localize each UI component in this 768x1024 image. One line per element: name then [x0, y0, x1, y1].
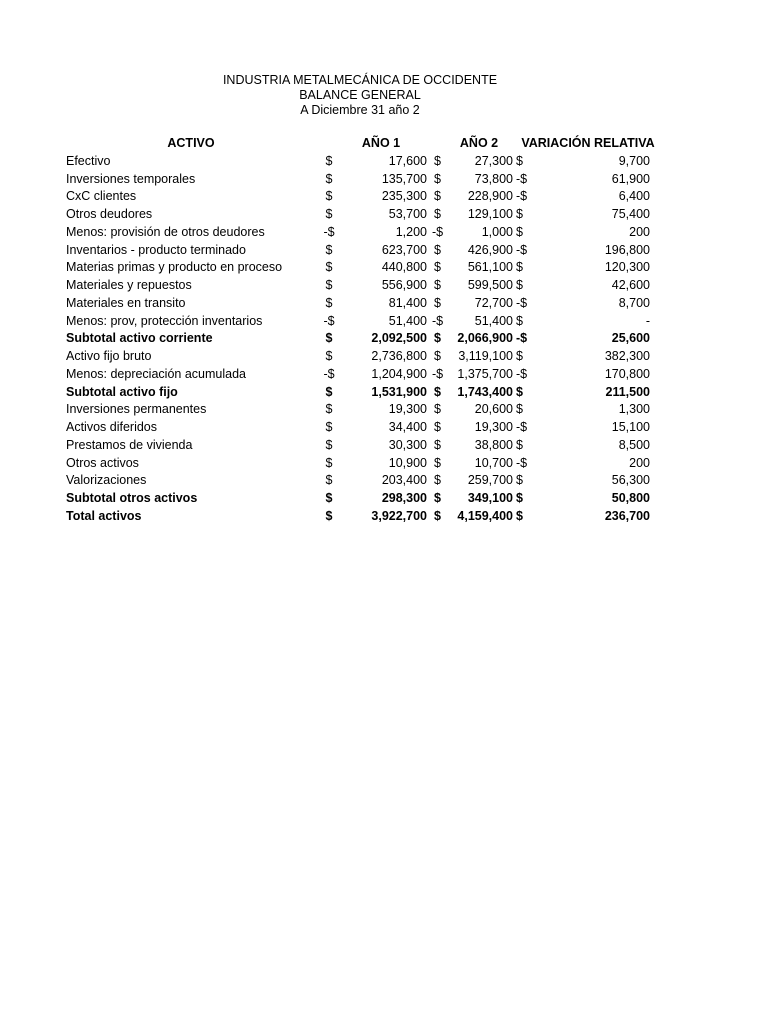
value-ano-2: 20,600 [474, 402, 513, 417]
currency-sign-variacion: -$ [516, 420, 528, 434]
table-row [66, 472, 666, 490]
currency-sign-ano-2: -$ [431, 224, 444, 239]
value-variacion: 200 [629, 224, 650, 239]
value-variacion: 75,400 [611, 207, 650, 221]
column-header-activo: ACTIVO [167, 136, 215, 150]
value-ano-2: 51,400 [474, 313, 513, 328]
table-row [66, 348, 666, 366]
currency-sign-variacion: -$ [516, 242, 528, 257]
currency-sign-variacion: $ [516, 384, 523, 399]
table-row [66, 242, 666, 260]
currency-sign-variacion: $ [516, 402, 523, 417]
currency-sign-ano-2: $ [434, 189, 441, 204]
table-row [66, 153, 666, 171]
row-label: Otros activos [66, 455, 139, 470]
value-variacion: 8,700 [618, 295, 650, 310]
currency-sign-ano-2: $ [434, 331, 441, 346]
value-ano-2: 599,500 [467, 278, 513, 292]
row-label: Activos diferidos [66, 420, 158, 434]
currency-sign-ano-1: $ [325, 153, 333, 168]
table-row [66, 313, 666, 331]
currency-sign-ano-2: $ [434, 349, 441, 363]
value-variacion: 120,300 [604, 260, 650, 275]
value-ano-1: 135,700 [381, 171, 427, 186]
currency-sign-variacion: -$ [516, 295, 528, 310]
row-label: Total activos [66, 508, 142, 523]
currency-sign-variacion: $ [516, 224, 523, 239]
table-row [66, 490, 666, 508]
table-row [66, 455, 666, 473]
currency-sign-variacion: -$ [516, 366, 528, 381]
report-header [0, 73, 720, 118]
currency-sign-variacion: $ [516, 260, 523, 275]
value-ano-2: 10,700 [474, 455, 513, 470]
currency-sign-variacion: $ [516, 473, 523, 488]
value-variacion: 382,300 [604, 349, 650, 363]
currency-sign-ano-1: $ [325, 171, 333, 186]
currency-sign-variacion: -$ [516, 189, 528, 204]
currency-sign-variacion: $ [516, 207, 523, 221]
row-label: Menos: depreciación acumulada [66, 366, 246, 381]
currency-sign-variacion: -$ [516, 171, 528, 186]
row-label: Inversiones permanentes [66, 402, 207, 417]
row-label: Valorizaciones [66, 473, 147, 488]
value-variacion: 196,800 [604, 242, 650, 257]
value-ano-1: 556,900 [381, 278, 427, 292]
currency-sign-ano-1: $ [325, 508, 333, 523]
table-row [66, 259, 666, 277]
table-row [66, 295, 666, 313]
currency-sign-variacion: $ [516, 491, 523, 505]
column-header-ano-1: AÑO 1 [361, 136, 401, 150]
value-ano-1: 10,900 [388, 455, 427, 470]
table-row [66, 366, 666, 384]
value-ano-1: 298,300 [381, 491, 427, 505]
currency-sign-ano-1: $ [325, 420, 333, 434]
value-ano-2: 38,800 [474, 437, 513, 452]
value-variacion: 1,300 [618, 402, 650, 417]
value-ano-1: 623,700 [381, 242, 427, 257]
value-variacion: 25,600 [611, 331, 650, 346]
value-variacion: 15,100 [611, 420, 650, 434]
currency-sign-ano-1: -$ [323, 313, 335, 328]
currency-sign-ano-1: $ [325, 331, 333, 346]
row-label: Materiales en transito [66, 295, 186, 310]
currency-sign-ano-1: $ [325, 295, 333, 310]
value-ano-2: 1,743,400 [457, 384, 513, 399]
value-ano-1: 1,204,900 [371, 366, 427, 381]
row-label: Subtotal activo corriente [66, 331, 213, 346]
currency-sign-variacion: $ [516, 278, 523, 292]
value-variacion: 6,400 [618, 189, 650, 204]
value-ano-2: 19,300 [474, 420, 513, 434]
value-ano-2: 561,100 [467, 260, 513, 275]
currency-sign-ano-1: $ [325, 242, 333, 257]
row-label: Inversiones temporales [66, 171, 196, 186]
row-label: Otros deudores [66, 207, 153, 221]
value-variacion: 200 [629, 455, 650, 470]
currency-sign-ano-1: $ [325, 473, 333, 488]
table-row [66, 437, 666, 455]
row-label: Menos: prov, protección inventarios [66, 313, 263, 328]
currency-sign-ano-2: $ [434, 153, 441, 168]
value-variacion: 42,600 [611, 278, 650, 292]
table-row [66, 224, 666, 242]
value-ano-1: 203,400 [381, 473, 427, 488]
currency-sign-ano-2: $ [434, 171, 441, 186]
value-variacion: 236,700 [604, 508, 650, 523]
value-ano-1: 1,531,900 [371, 384, 427, 399]
row-label: Materias primas y producto en proceso [66, 260, 283, 275]
row-label: Activo fijo bruto [66, 349, 152, 363]
currency-sign-ano-2: -$ [431, 366, 444, 381]
currency-sign-ano-2: -$ [431, 313, 444, 328]
column-header-row [66, 135, 666, 153]
value-ano-2: 27,300 [474, 153, 513, 168]
value-ano-1: 51,400 [388, 313, 427, 328]
statement-title: BALANCE GENERAL [299, 88, 421, 102]
value-ano-2: 349,100 [467, 491, 513, 505]
value-ano-2: 2,066,900 [457, 331, 513, 346]
value-variacion: 9,700 [618, 153, 650, 168]
value-variacion: 8,500 [618, 437, 650, 452]
table-row [66, 384, 666, 402]
currency-sign-ano-2: $ [434, 207, 441, 221]
value-ano-1: 2,736,800 [371, 349, 427, 363]
value-ano-2: 4,159,400 [457, 508, 513, 523]
currency-sign-ano-1: $ [325, 491, 333, 505]
table-row [66, 277, 666, 295]
table-row [66, 330, 666, 348]
value-ano-2: 72,700 [474, 295, 513, 310]
currency-sign-ano-1: $ [325, 384, 333, 399]
currency-sign-variacion: $ [516, 153, 523, 168]
row-label: Materiales y repuestos [66, 278, 192, 292]
value-variacion: 170,800 [604, 366, 650, 381]
currency-sign-variacion: -$ [516, 455, 528, 470]
value-ano-1: 53,700 [388, 207, 427, 221]
value-ano-2: 73,800 [474, 171, 513, 186]
value-variacion: 211,500 [605, 384, 650, 399]
currency-sign-ano-2: $ [434, 437, 441, 452]
currency-sign-variacion: $ [516, 437, 523, 452]
table-body [66, 153, 666, 526]
value-ano-1: 235,300 [381, 189, 427, 204]
currency-sign-ano-2: $ [434, 508, 441, 523]
value-ano-2: 426,900 [467, 242, 513, 257]
value-ano-1: 17,600 [388, 153, 427, 168]
currency-sign-variacion: $ [516, 313, 523, 328]
value-ano-2: 259,700 [467, 473, 513, 488]
currency-sign-ano-1: $ [325, 437, 333, 452]
value-ano-2: 228,900 [467, 189, 513, 204]
currency-sign-ano-1: $ [325, 402, 333, 417]
row-label: Efectivo [66, 153, 111, 168]
currency-sign-ano-1: $ [325, 349, 333, 363]
table-row [66, 206, 666, 224]
value-ano-2: 129,100 [467, 207, 513, 221]
balance-sheet-table [66, 135, 666, 526]
currency-sign-ano-2: $ [434, 384, 441, 399]
row-label: Prestamos de vivienda [66, 437, 193, 452]
currency-sign-ano-1: $ [325, 207, 333, 221]
table-row [66, 188, 666, 206]
company-name: INDUSTRIA METALMECÁNICA DE OCCIDENTE [222, 73, 498, 87]
value-variacion: - [645, 313, 650, 328]
table-row [66, 401, 666, 419]
value-variacion: 50,800 [611, 491, 650, 505]
value-ano-1: 2,092,500 [371, 331, 427, 346]
value-variacion: 56,300 [611, 473, 650, 488]
value-ano-1: 81,400 [388, 295, 427, 310]
table-row [66, 419, 666, 437]
currency-sign-ano-2: $ [434, 295, 441, 310]
value-ano-2: 3,119,100 [458, 349, 513, 363]
currency-sign-variacion: -$ [516, 331, 528, 346]
table-row [66, 171, 666, 189]
currency-sign-ano-1: $ [325, 278, 333, 292]
statement-date: A Diciembre 31 año 2 [300, 103, 420, 117]
currency-sign-ano-2: $ [434, 278, 441, 292]
table-row [66, 508, 666, 526]
row-label: CxC clientes [66, 189, 137, 204]
currency-sign-ano-2: $ [434, 402, 441, 417]
currency-sign-ano-2: $ [434, 242, 441, 257]
value-ano-1: 34,400 [388, 420, 427, 434]
value-variacion: 61,900 [611, 171, 650, 186]
value-ano-1: 19,300 [388, 402, 427, 417]
currency-sign-ano-1: -$ [323, 224, 335, 239]
currency-sign-ano-2: $ [434, 455, 441, 470]
column-header-variacion-relativa: VARIACIÓN RELATIVA [521, 136, 655, 150]
value-ano-1: 30,300 [388, 437, 427, 452]
row-label: Menos: provisión de otros deudores [66, 224, 265, 239]
currency-sign-ano-1: $ [325, 455, 333, 470]
value-ano-1: 1,200 [395, 224, 427, 239]
currency-sign-ano-2: $ [434, 260, 441, 275]
currency-sign-ano-1: $ [325, 260, 333, 275]
currency-sign-ano-2: $ [434, 420, 441, 434]
row-label: Inventarios - producto terminado [66, 242, 246, 257]
currency-sign-ano-1: -$ [323, 366, 335, 381]
currency-sign-variacion: $ [516, 508, 523, 523]
currency-sign-ano-2: $ [434, 491, 441, 505]
row-label: Subtotal activo fijo [66, 384, 178, 399]
currency-sign-ano-2: $ [434, 473, 441, 488]
value-ano-1: 440,800 [381, 260, 427, 275]
value-ano-1: 3,922,700 [371, 508, 427, 523]
currency-sign-variacion: $ [516, 349, 523, 363]
value-ano-2: 1,000 [481, 224, 513, 239]
column-header-ano-2: AÑO 2 [459, 136, 499, 150]
currency-sign-ano-1: $ [325, 189, 333, 204]
value-ano-2: 1,375,700 [457, 366, 513, 381]
row-label: Subtotal otros activos [66, 491, 198, 505]
